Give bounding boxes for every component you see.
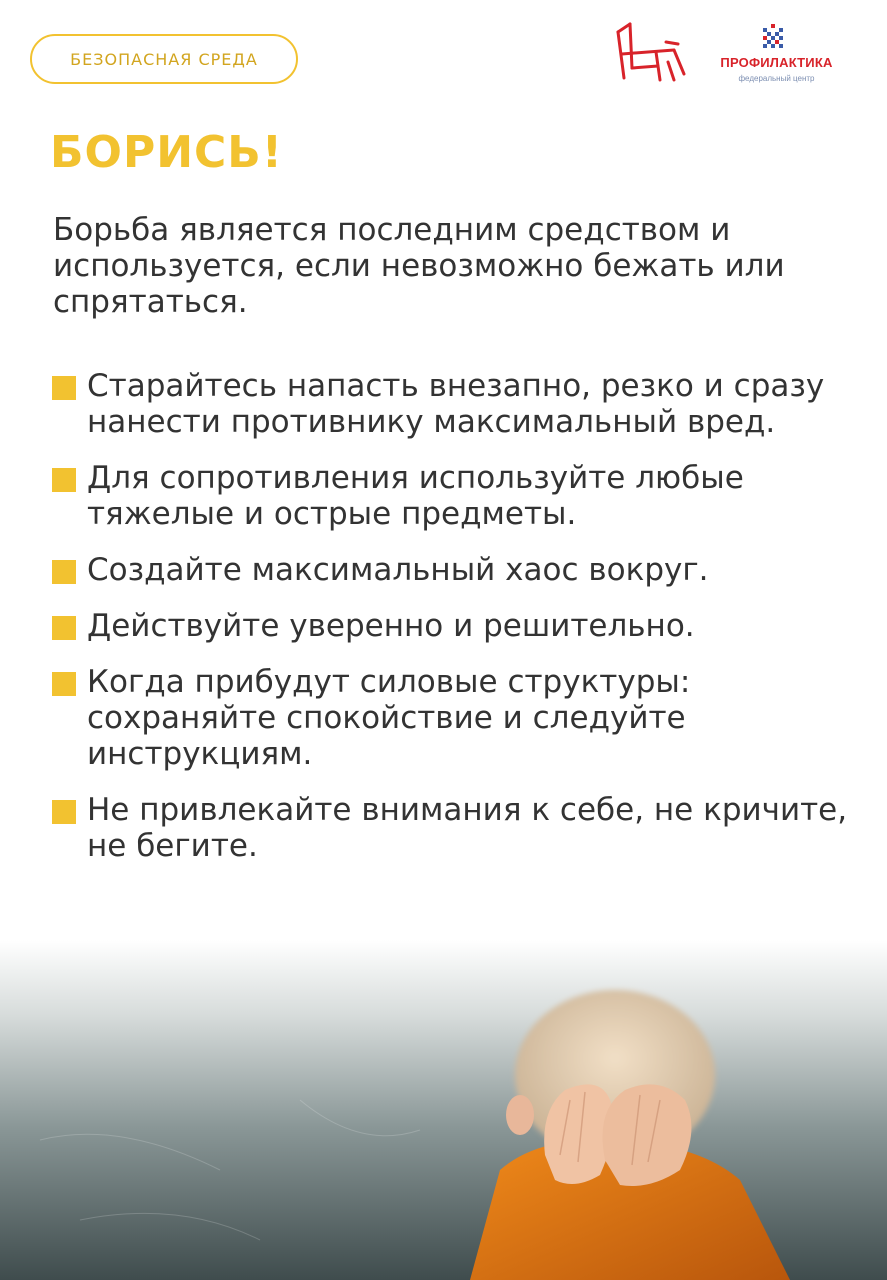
square-bullet-icon xyxy=(52,376,76,400)
category-badge: БЕЗОПАСНАЯ СРЕДА xyxy=(30,34,298,84)
list-item xyxy=(52,664,872,772)
page-title: БОРИСЬ! xyxy=(50,127,283,178)
advice-list xyxy=(52,368,872,884)
list-item-text: Действуйте уверенно и решительно. xyxy=(87,608,695,644)
brand-name: ПРОФИЛАКТИКА xyxy=(720,55,833,70)
square-bullet-icon xyxy=(52,672,76,696)
list-item-text: Для сопротивления используйте любые тяжелые и острые предметы. xyxy=(87,460,744,532)
chair-logo-icon xyxy=(612,22,686,82)
square-bullet-icon xyxy=(52,560,76,584)
list-item-text: Когда прибудут силовые структуры: сохраняйте спокойствие и следуйте инструкциям. xyxy=(87,664,691,772)
list-item xyxy=(52,552,872,588)
list-item-text: Не привлекайте внимания к себе, не кричите, не бегите. xyxy=(87,792,848,864)
list-item-text: Создайте максимальный хаос вокруг. xyxy=(87,552,709,588)
square-bullet-icon xyxy=(52,800,76,824)
grid-logo-icon xyxy=(763,24,783,48)
intro-paragraph: Борьба является последним средством и используется, если невозможно бежать или спрятаться. xyxy=(53,212,785,320)
square-bullet-icon xyxy=(52,616,76,640)
list-item xyxy=(52,792,872,864)
square-bullet-icon xyxy=(52,468,76,492)
list-item xyxy=(52,368,872,440)
brand-subtitle: федеральный центр xyxy=(738,74,815,83)
list-item xyxy=(52,608,872,644)
child-photo xyxy=(0,940,887,1280)
list-item xyxy=(52,460,872,532)
list-item-text: Старайтесь напасть внезапно, резко и сразу нанести противнику максимальный вред. xyxy=(87,368,825,440)
